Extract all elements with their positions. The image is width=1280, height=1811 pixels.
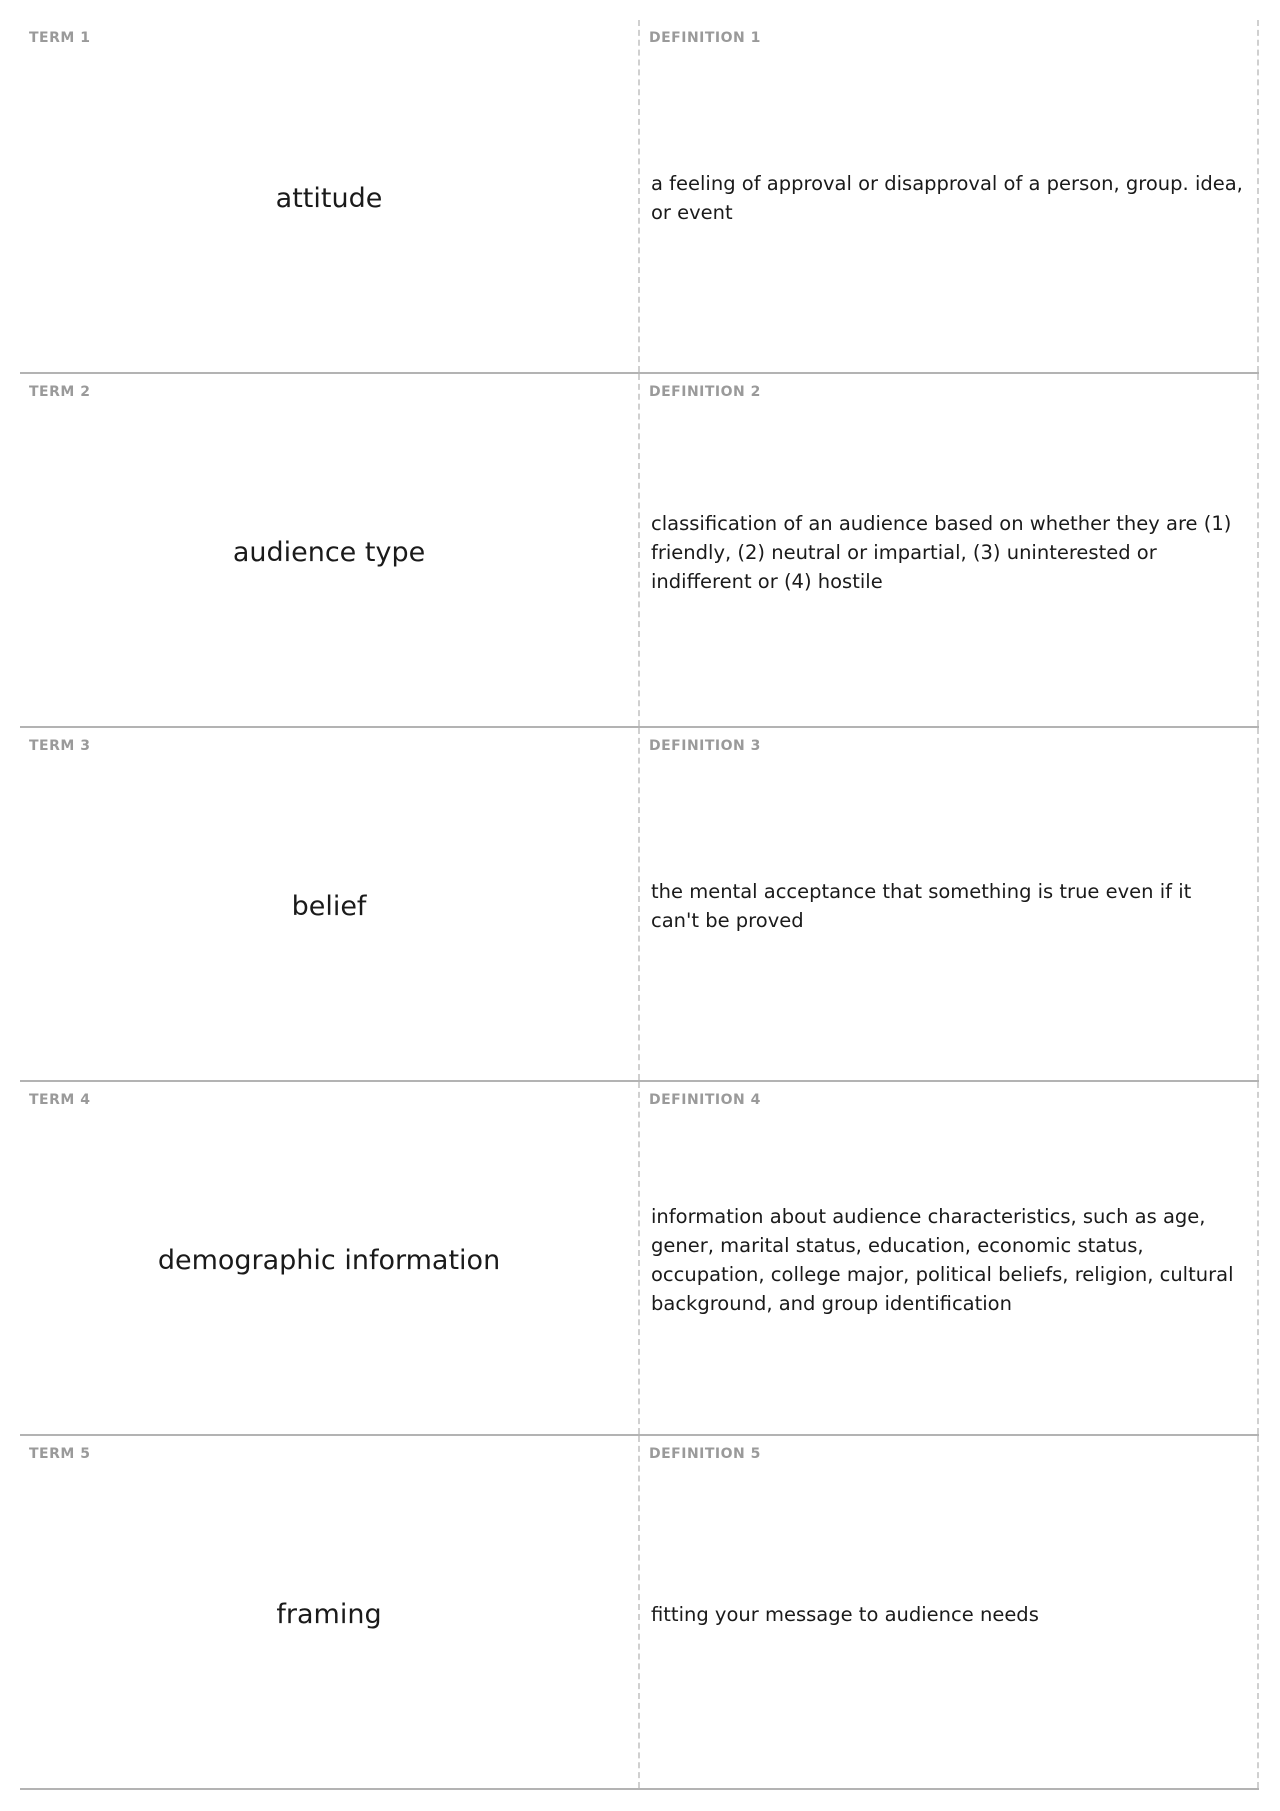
definition-label: DEFINITION 4 xyxy=(649,1092,761,1108)
term-cell xyxy=(20,374,640,726)
flashcard-row-4 xyxy=(20,1082,1259,1436)
term-cell xyxy=(20,20,640,372)
term-text: demographic information xyxy=(157,1244,501,1276)
term-cell xyxy=(20,728,640,1080)
definition-cell xyxy=(640,728,1259,1080)
definition-label: DEFINITION 1 xyxy=(649,30,761,46)
definition-cell xyxy=(640,1082,1259,1434)
definition-text: the mental acceptance that something is true even if it can't be proved xyxy=(651,880,1192,932)
definition-text: a feeling of approval or disapproval of a person, group. idea, or event xyxy=(651,172,1243,224)
flashcard-row-5 xyxy=(20,1436,1259,1790)
term-label: TERM 4 xyxy=(29,1092,91,1108)
term-text: attitude xyxy=(275,182,383,214)
definition-text: classification of an audience based on whether they are (1) friendly, (2) neutral or impartial, (3) uninterested or indifferent or (4) hostile xyxy=(651,511,1232,593)
flashcard-row-3 xyxy=(20,728,1259,1082)
definition-cell xyxy=(640,1436,1259,1788)
flashcard-row-1 xyxy=(20,20,1259,374)
definition-label: DEFINITION 2 xyxy=(649,384,761,400)
definition-text: fitting your message to audience needs xyxy=(651,1602,1039,1626)
term-text: audience type xyxy=(232,536,426,568)
term-label: TERM 1 xyxy=(29,30,91,46)
term-text: belief xyxy=(291,890,367,922)
definition-cell xyxy=(640,20,1259,372)
term-cell xyxy=(20,1436,640,1788)
term-label: TERM 2 xyxy=(29,384,91,400)
definition-cell xyxy=(640,374,1259,726)
term-label: TERM 3 xyxy=(29,738,91,754)
term-label: TERM 5 xyxy=(29,1446,91,1462)
term-text: framing xyxy=(276,1598,382,1630)
definition-label: DEFINITION 3 xyxy=(649,738,761,754)
flashcard-row-2 xyxy=(20,374,1259,728)
definition-label: DEFINITION 5 xyxy=(649,1446,761,1462)
flashcard-sheet xyxy=(20,20,1259,1790)
definition-text: information about audience characteristics, such as age, gener, marital status, education, economic status, occupation, college major, political beliefs, religion, cultural background, and group identification xyxy=(651,1205,1234,1315)
term-cell xyxy=(20,1082,640,1434)
